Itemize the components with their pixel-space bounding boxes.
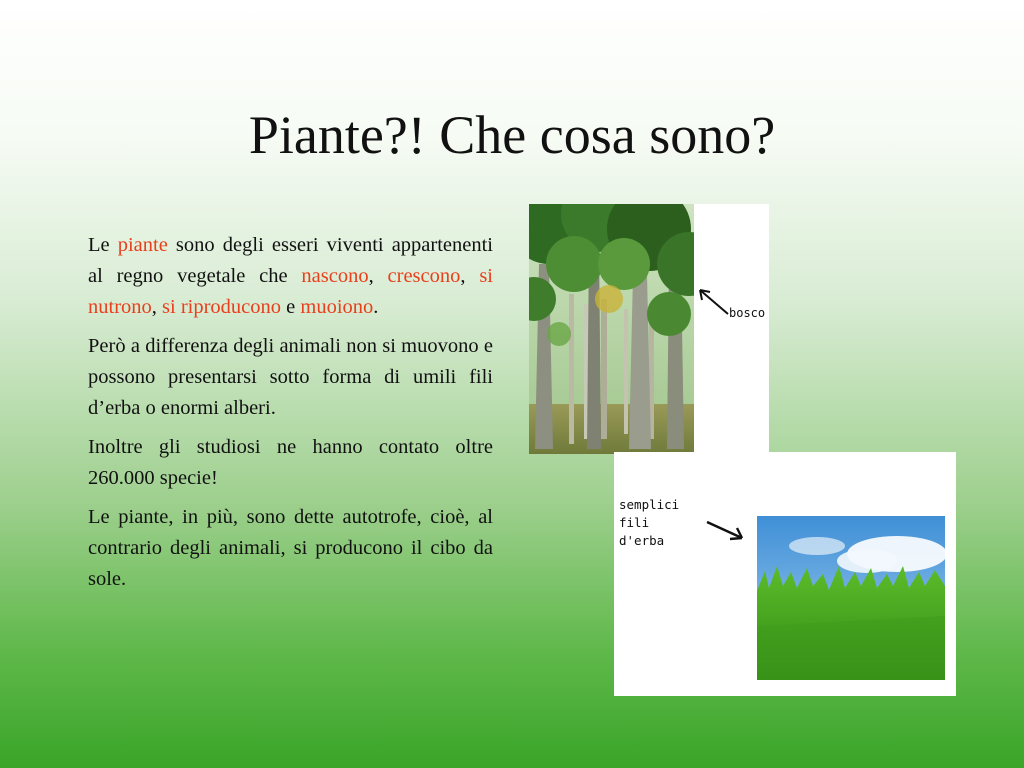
text-segment: Le	[88, 234, 118, 256]
text-segment: ,	[151, 296, 163, 318]
bosco-label: bosco	[729, 306, 766, 320]
text-segment: sono degli esseri viventi appartenenti al regno vegetale che	[88, 234, 493, 287]
text-segment: ,	[368, 265, 388, 287]
highlight-si-nutrono: si nutrono	[88, 265, 494, 318]
forest-image-card	[529, 204, 769, 454]
text-segment: e	[281, 296, 301, 318]
grass-photo	[757, 516, 945, 680]
arrow-left-icon	[694, 284, 730, 318]
paragraph-autotrophs: Le piante, in più, sono dette autotrofe, cioè, al contrario degli animali, si producono il cibo da sole.	[88, 506, 493, 590]
paragraph-species: Inoltre gli studiosi ne hanno contato oltre 260.000 specie!	[88, 436, 493, 489]
paragraph-difference: Però a differenza degli animali non si muovono e possono presentarsi sotto forma di umili fili d’erba o enormi alberi.	[88, 335, 493, 419]
highlight-crescono: crescono	[387, 265, 461, 287]
paragraph-definition	[88, 230, 493, 323]
slide-title: Piante?! Che cosa sono?	[248, 105, 776, 165]
highlight-nascono: nascono	[301, 265, 369, 287]
grass-label-line: fili	[619, 515, 650, 530]
highlight-si-riproducono: si riproducono	[162, 296, 282, 318]
text-segment: .	[373, 296, 379, 318]
arrow-right-icon	[704, 516, 750, 546]
highlight-muoiono: muoiono	[300, 296, 374, 318]
grass-label-line: semplici	[619, 497, 680, 512]
text-segment: ,	[460, 265, 480, 287]
grass-label-line: d'erba	[619, 533, 665, 548]
grass-image-card	[614, 452, 956, 696]
forest-photo	[529, 204, 694, 454]
slide-body	[88, 230, 493, 603]
grass-label	[619, 496, 679, 550]
highlight-piante: piante	[117, 234, 168, 256]
